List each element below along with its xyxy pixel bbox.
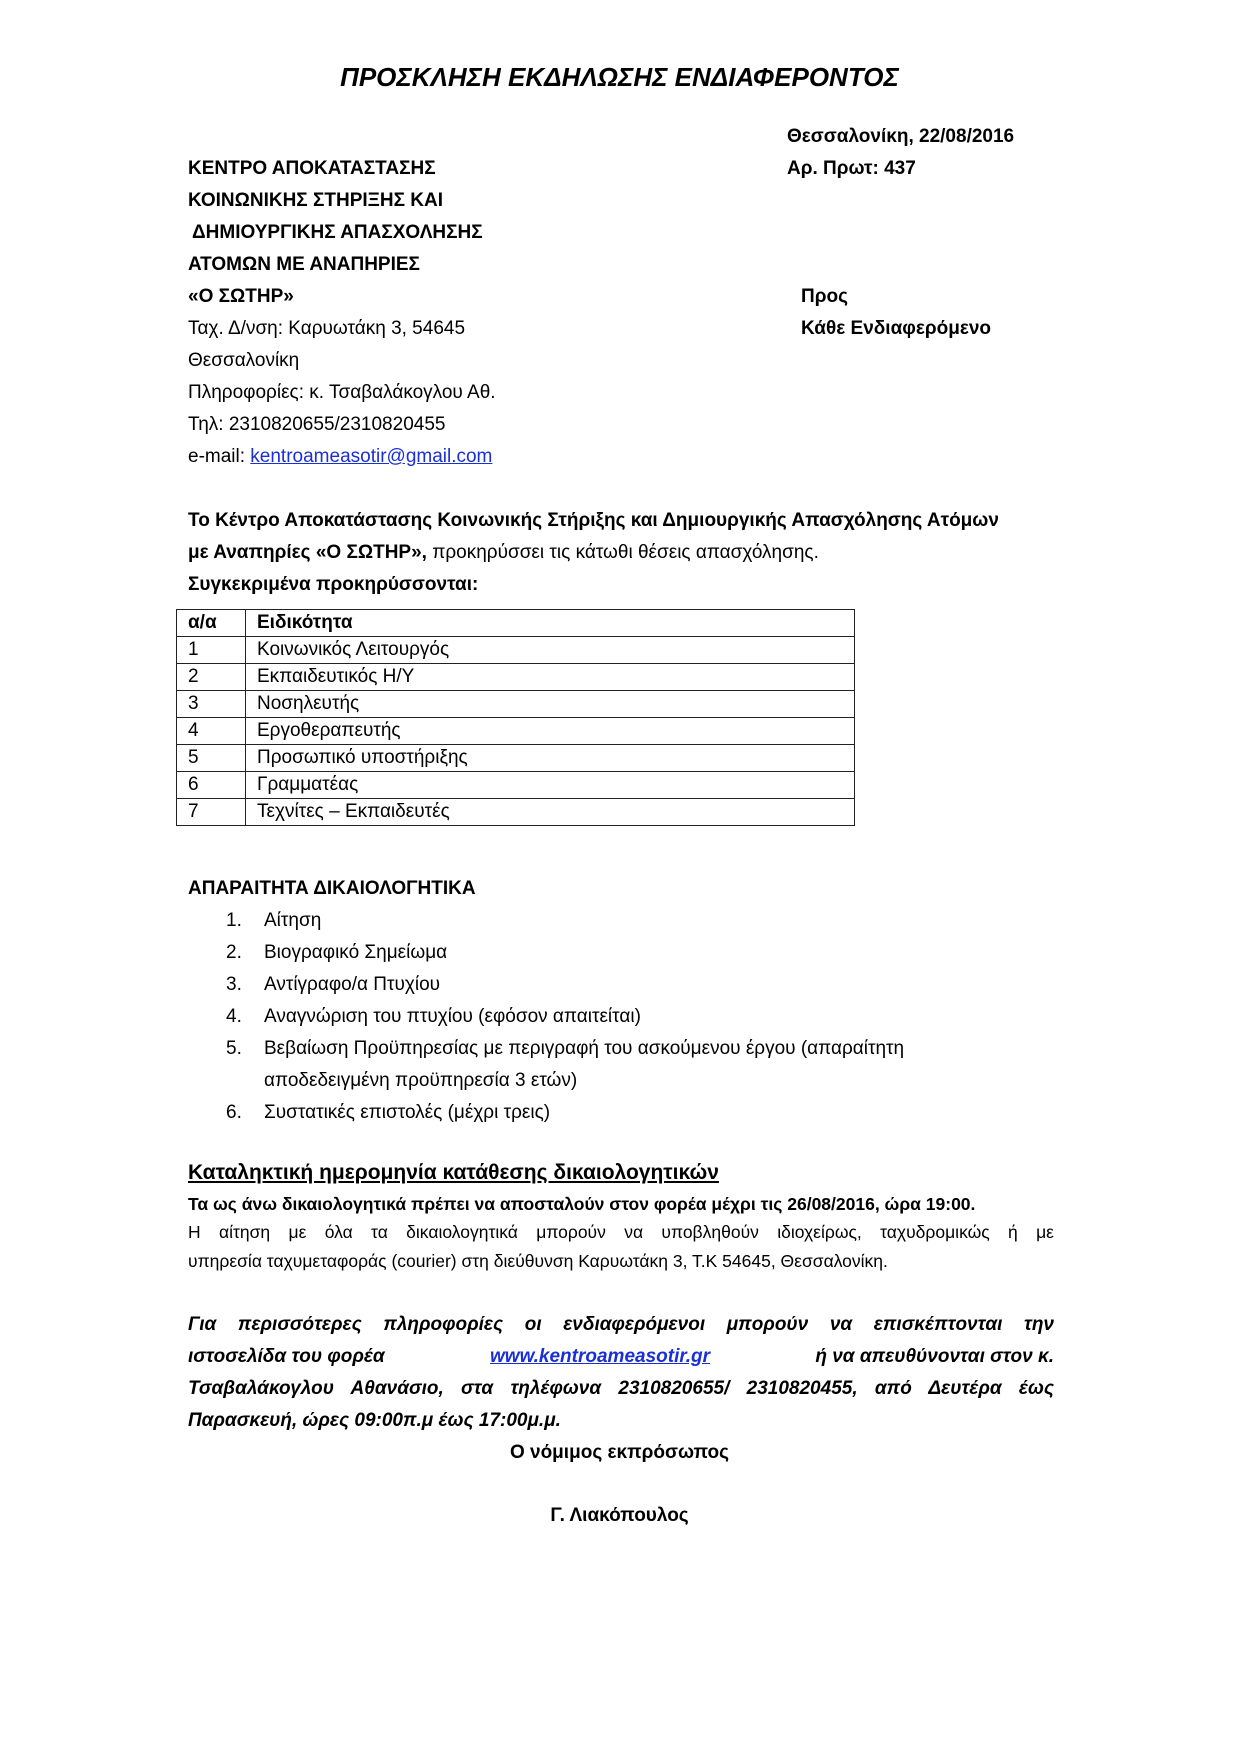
row-number: 3: [177, 691, 246, 718]
more-info-text-b: ή να απευθύνονται στον κ.: [815, 1346, 1054, 1367]
doc-item-text: Αναγνώριση του πτυχίου (εφόσον απαιτείται): [264, 1006, 641, 1027]
table-row: [177, 745, 855, 772]
recipient-to: Προς: [801, 286, 848, 307]
intro-line-3: Συγκεκριμένα προκηρύσσονται:: [188, 574, 479, 595]
email-link[interactable]: kentroameasotir@gmail.com: [250, 446, 493, 467]
intro-line-2: [188, 542, 819, 564]
doc-item-text: Βιογραφικό Σημείωμα: [264, 942, 448, 963]
row-specialty: Κοινωνικός Λειτουργός: [246, 637, 855, 664]
row-number: 1: [177, 637, 246, 664]
email-label: e-mail:: [188, 446, 251, 467]
sender-line-3: ΔΗΜΙΟΥΡΓΙΚΗΣ ΑΠΑΣΧΟΛΗΣΗΣ: [192, 222, 483, 243]
sender-phone: Τηλ: 2310820655/2310820455: [188, 414, 446, 435]
date-line: Θεσσαλονίκη, 22/08/2016: [787, 126, 1015, 147]
website-link[interactable]: www.kentroameasotir.gr: [490, 1346, 710, 1367]
row-number: 5: [177, 745, 246, 772]
row-number: 2: [177, 664, 246, 691]
row-specialty: Προσωπικό υποστήριξης: [246, 745, 855, 772]
sender-info: Πληροφορίες: κ. Τσαβαλάκογλου Αθ.: [188, 382, 496, 403]
signature-name: Γ. Λιακόπουλος: [550, 1505, 689, 1526]
sender-line-4: ΑΤΟΜΩΝ ΜΕ ΑΝΑΠΗΡΙΕΣ: [188, 254, 420, 275]
doc-item-number: 2.: [226, 942, 242, 963]
intro-line-2-rest: προκηρύσσει τις κάτωθι θέσεις απασχόλησης.: [426, 542, 819, 563]
row-specialty: Εργοθεραπευτής: [246, 718, 855, 745]
row-number: 4: [177, 718, 246, 745]
table-row: [177, 691, 855, 718]
positions-table: [176, 609, 855, 826]
table-row: [177, 799, 855, 826]
doc-item-text: Αίτηση: [264, 910, 322, 931]
table-row: [177, 637, 855, 664]
intro-line-1: Το Κέντρο Αποκατάστασης Κοινωνικής Στήριξης και Δημιουργικής Απασχόλησης Ατόμων: [188, 510, 999, 531]
more-info-text-a: ιστοσελίδα του φορέα: [188, 1346, 385, 1367]
doc-item-text: Βεβαίωση Προϋπηρεσίας με περιγραφή του ασκούμενου έργου (απαραίτητη: [264, 1038, 905, 1059]
table-header-row: [177, 610, 855, 637]
documents-heading: ΑΠΑΡΑΙΤΗΤΑ ΔΙΚΑΙΟΛΟΓΗΤΙΚΑ: [188, 878, 476, 899]
table-row: [177, 772, 855, 799]
doc-item-number: 1.: [226, 910, 242, 931]
deadline-line-2: Η αίτηση με όλα τα δικαιολογητικά μπορούν να υποβληθούν ιδιοχείρως, ταχυδρομικώς ή με: [188, 1222, 1054, 1242]
document-title: ΠΡΟΣΚΛΗΣΗ ΕΚΔΗΛΩΣΗΣ ΕΝΔΙΑΦΕΡΟΝΤΟΣ: [340, 62, 899, 92]
doc-item-text: Αντίγραφο/α Πτυχίου: [264, 974, 441, 995]
more-info-line-1: Για περισσότερες πληροφορίες οι ενδιαφερόμενοι μπορούν να επισκέπτονται την: [188, 1314, 1054, 1335]
doc-item-number: 4.: [226, 1006, 242, 1027]
more-info-line-2: [188, 1346, 1054, 1368]
table-row: [177, 664, 855, 691]
sender-city: Θεσσαλονίκη: [188, 350, 300, 371]
header-number: α/α: [177, 610, 246, 637]
recipient-whom: Κάθε Ενδιαφερόμενο: [801, 318, 992, 339]
deadline-heading: Καταληκτική ημερομηνία κατάθεσης δικαιολογητικών: [188, 1161, 719, 1184]
row-specialty: Γραμματέας: [246, 772, 855, 799]
sender-line-1: ΚΕΝΤΡΟ ΑΠΟΚΑΤΑΣΤΑΣΗΣ: [188, 158, 436, 179]
sender-address: Ταχ. Δ/νση: Καρυωτάκη 3, 54645: [188, 318, 466, 339]
row-specialty: Εκπαιδευτικός Η/Υ: [246, 664, 855, 691]
more-info-line-3: Τσαβαλάκογλου Αθανάσιο, στα τηλέφωνα 2310820655/ 2310820455, από Δευτέρα έως: [188, 1378, 1054, 1399]
sender-email-row: [188, 446, 492, 468]
intro-org-name: με Αναπηρίες «Ο ΣΩΤΗΡ»,: [188, 542, 427, 563]
signature-role: Ο νόμιμος εκπρόσωπος: [509, 1442, 730, 1463]
row-specialty: Τεχνίτες – Εκπαιδευτές: [246, 799, 855, 826]
row-specialty: Νοσηλευτής: [246, 691, 855, 718]
protocol-number: Αρ. Πρωτ: 437: [787, 158, 916, 179]
doc-item-number: 3.: [226, 974, 242, 995]
doc-item-number: 6.: [226, 1102, 242, 1123]
table-row: [177, 718, 855, 745]
more-info-line-4: Παρασκευή, ώρες 09:00π.μ έως 17:00μ.μ.: [188, 1410, 561, 1431]
doc-item-number: 5.: [226, 1038, 242, 1059]
doc-item-continuation: αποδεδειγμένη προϋπηρεσία 3 ετών): [264, 1070, 578, 1091]
sender-line-5: «Ο ΣΩΤΗΡ»: [188, 286, 294, 307]
deadline-line-3: υπηρεσία ταχυμεταφοράς (courier) στη διεύθυνση Καρυωτάκη 3, Τ.Κ 54645, Θεσσαλονίκη.: [188, 1251, 888, 1271]
deadline-bold-line: Τα ως άνω δικαιολογητικά πρέπει να αποσταλούν στον φορέα μέχρι τις 26/08/2016, ώρα 19:00.: [188, 1194, 976, 1214]
header-specialty: Ειδικότητα: [246, 610, 855, 637]
row-number: 7: [177, 799, 246, 826]
doc-item-text: Συστατικές επιστολές (μέχρι τρεις): [264, 1102, 551, 1123]
row-number: 6: [177, 772, 246, 799]
sender-line-2: ΚΟΙΝΩΝΙΚΗΣ ΣΤΗΡΙΞΗΣ ΚΑΙ: [188, 190, 444, 211]
